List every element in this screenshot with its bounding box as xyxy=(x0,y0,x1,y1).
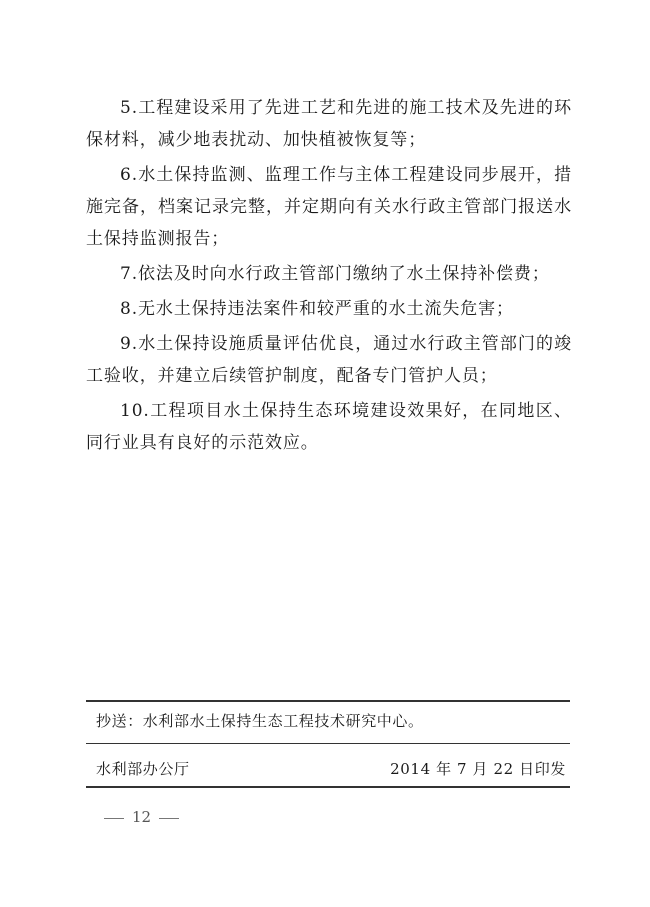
issuer-name: 水利部办公厅 xyxy=(96,760,190,778)
page-number xyxy=(96,808,187,826)
paragraph-item-7: 7.依法及时向水行政主管部门缴纳了水土保持补偿费； xyxy=(120,264,550,284)
page-number-left-dash xyxy=(104,818,124,819)
page-number-value: 12 xyxy=(132,808,152,826)
footer-top-rule xyxy=(86,700,570,702)
paragraph-item-9: 9.水土保持设施质量评估优良，通过水行政主管部门的竣工验收，并建立后续管护制度，配备专门管护人员； xyxy=(86,334,572,386)
paragraph-item-8: 8.无水土保持违法案件和较严重的水土流失危害； xyxy=(120,299,514,319)
paragraph-item-10: 10.工程项目水土保持生态环境建设效果好，在同地区、同行业具有良好的示范效应。 xyxy=(86,401,572,453)
page-number-right-dash xyxy=(159,818,179,819)
footer-bottom-rule xyxy=(86,786,570,788)
paragraph-item-6: 6.水土保持监测、监理工作与主体工程建设同步展开，措施完备，档案记录完整，并定期向有关水行政主管部门报送水土保持监测报告； xyxy=(86,165,572,249)
issue-date: 2014 年 7 月 22 日印发 xyxy=(390,760,566,778)
footer-middle-rule xyxy=(86,743,570,744)
paragraph-item-5: 5.工程建设采用了先进工艺和先进的施工技术及先进的环保材料，减少地表扰动、加快植被恢复等； xyxy=(86,98,572,150)
cc-line: 抄送：水利部水土保持生态工程技术研究中心。 xyxy=(96,712,424,730)
document-body xyxy=(86,92,572,462)
